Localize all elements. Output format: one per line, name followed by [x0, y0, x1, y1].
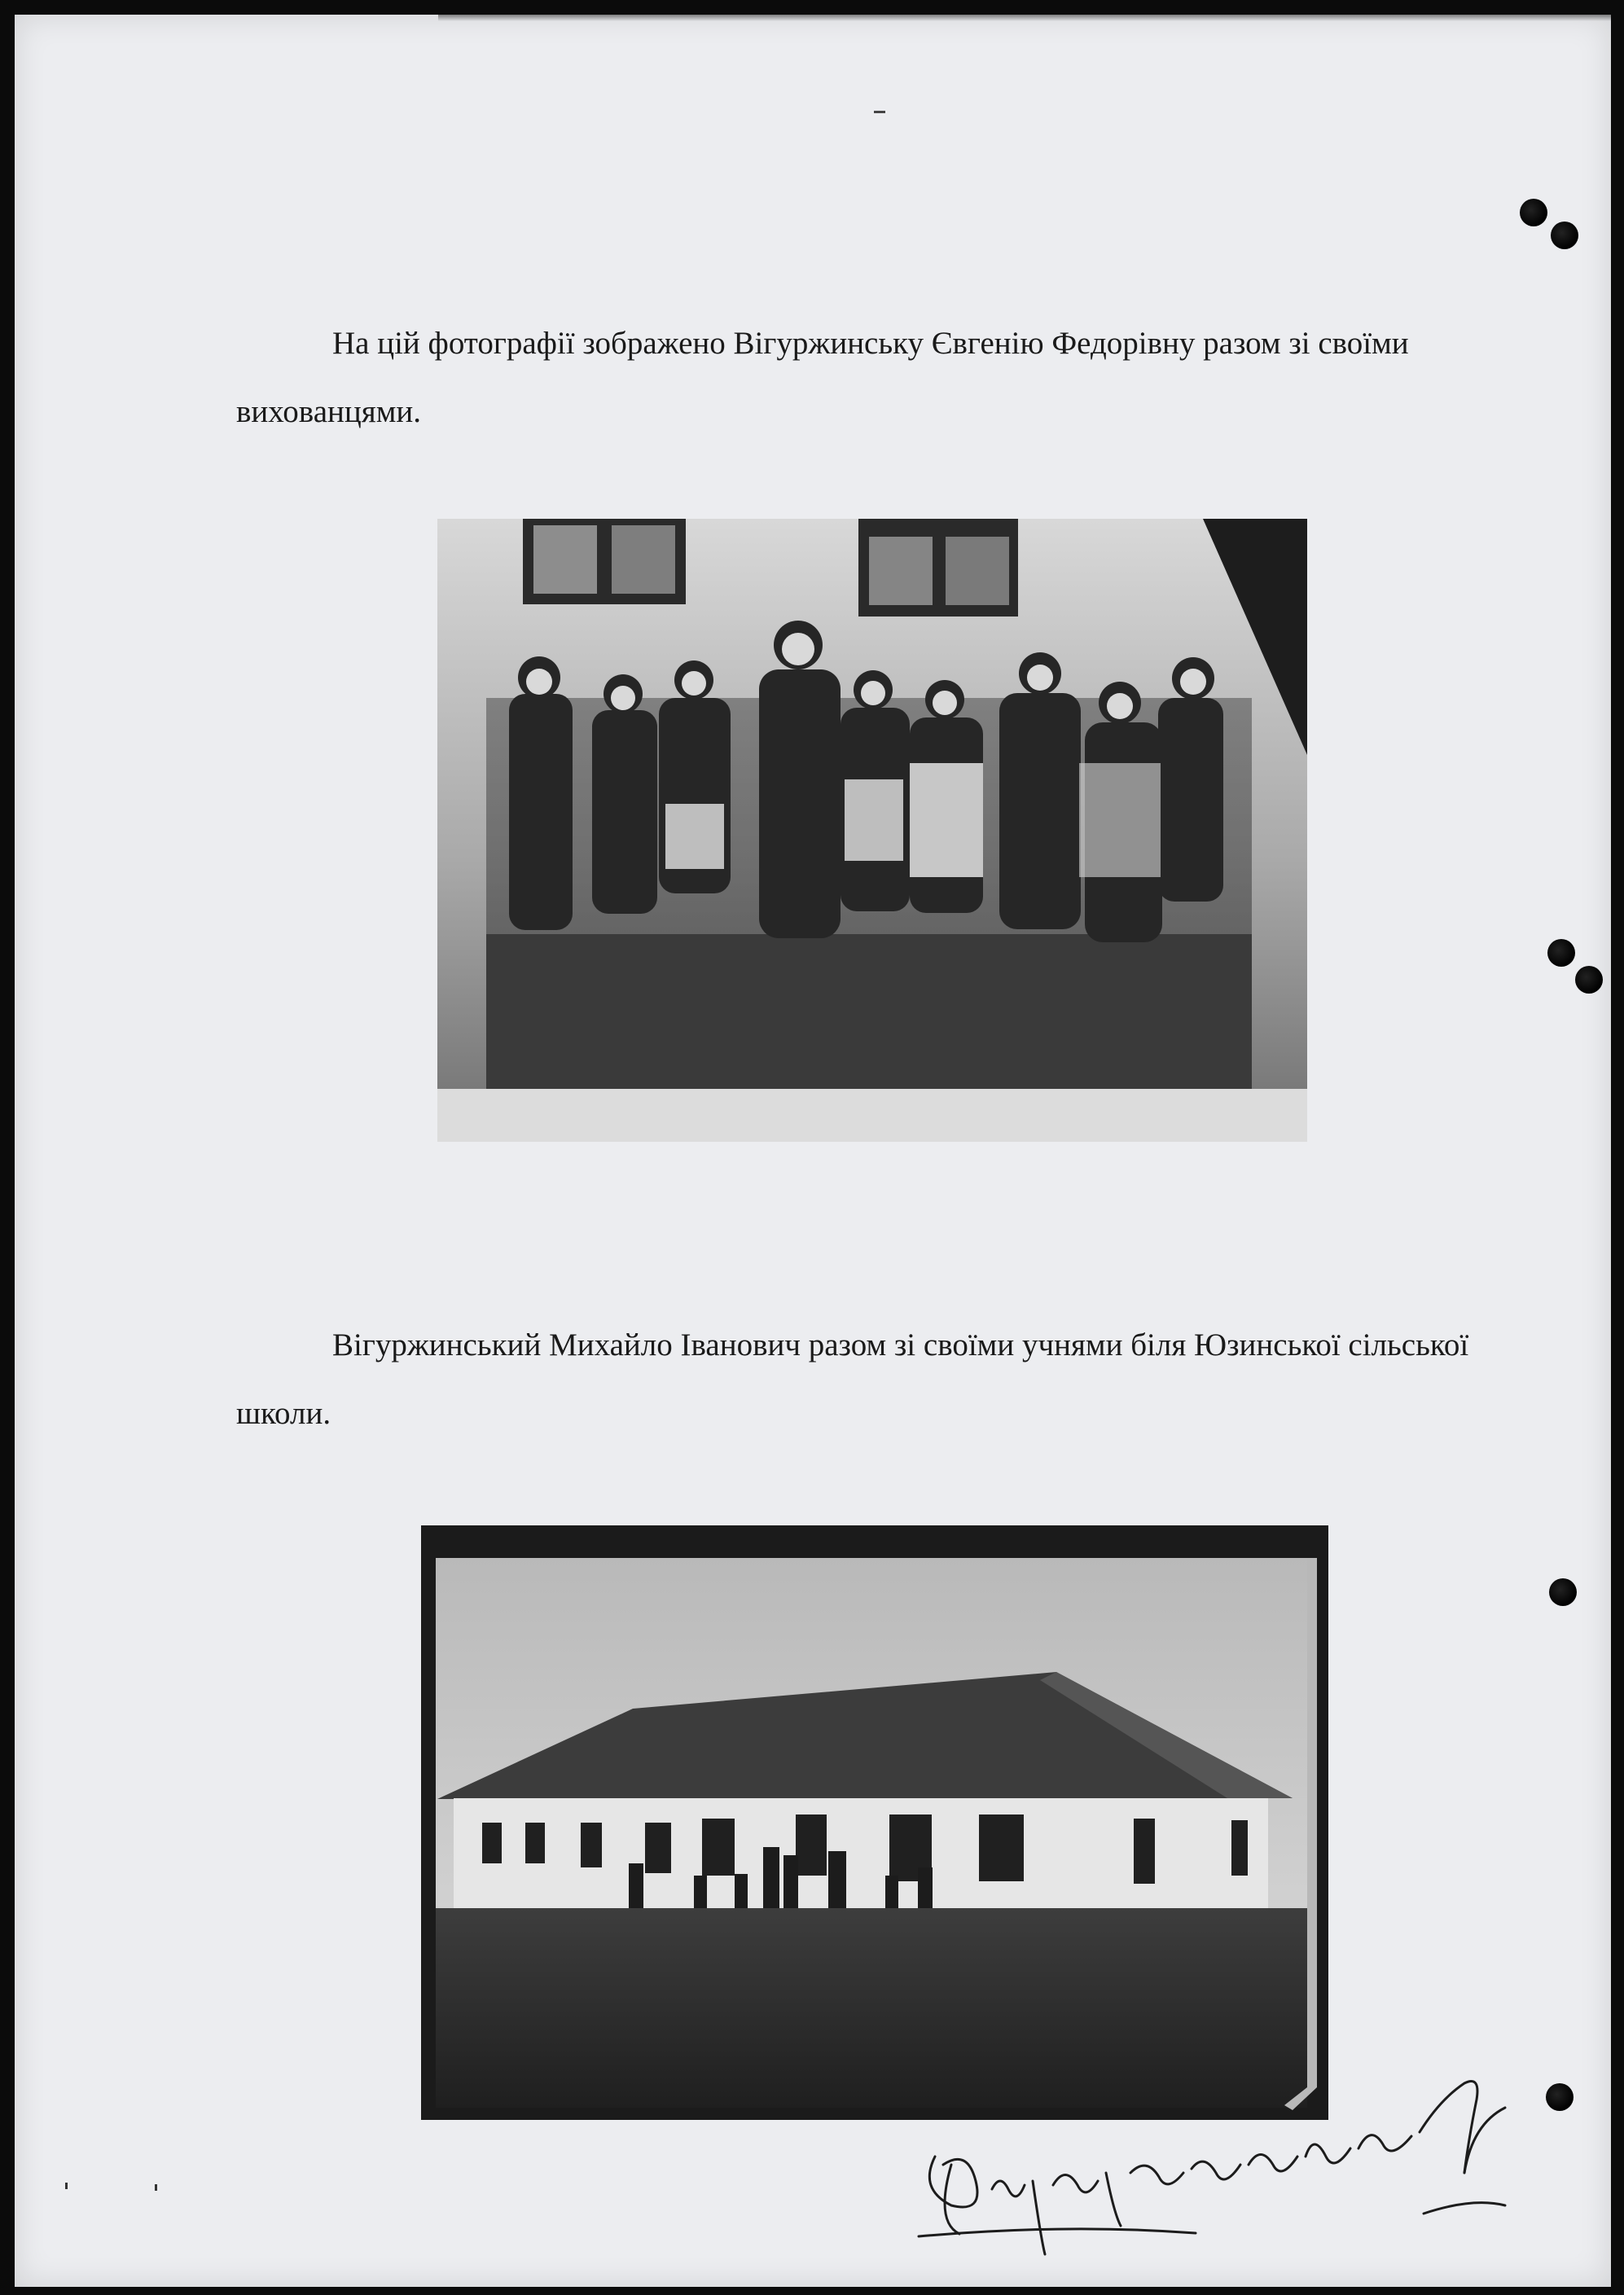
binder-hole [1551, 222, 1578, 249]
school-photo [421, 1525, 1328, 2120]
caption-paragraph-1: На цій фотографії зображено Вігуржинську Євгенію Федорівну разом зі своїми вихованцями. [236, 326, 1409, 429]
group-photo [437, 519, 1307, 1142]
signature-ink [902, 2051, 1521, 2262]
handwritten-signature [902, 2051, 1521, 2262]
binder-hole [1575, 966, 1603, 994]
page-top-edge-shadow [438, 15, 1611, 21]
binder-hole [1549, 1578, 1577, 1606]
binder-hole [1520, 199, 1547, 226]
rural-school-building-image [421, 1525, 1328, 2120]
document-page [15, 15, 1611, 2287]
binder-hole [1547, 939, 1575, 967]
binder-hole [1546, 2083, 1574, 2111]
caption-paragraph-2: Вігуржинський Михайло Іванович разом зі своїми учнями біля Юзинської сільської школи. [236, 1327, 1469, 1431]
children-with-teacher-image [437, 519, 1307, 1142]
